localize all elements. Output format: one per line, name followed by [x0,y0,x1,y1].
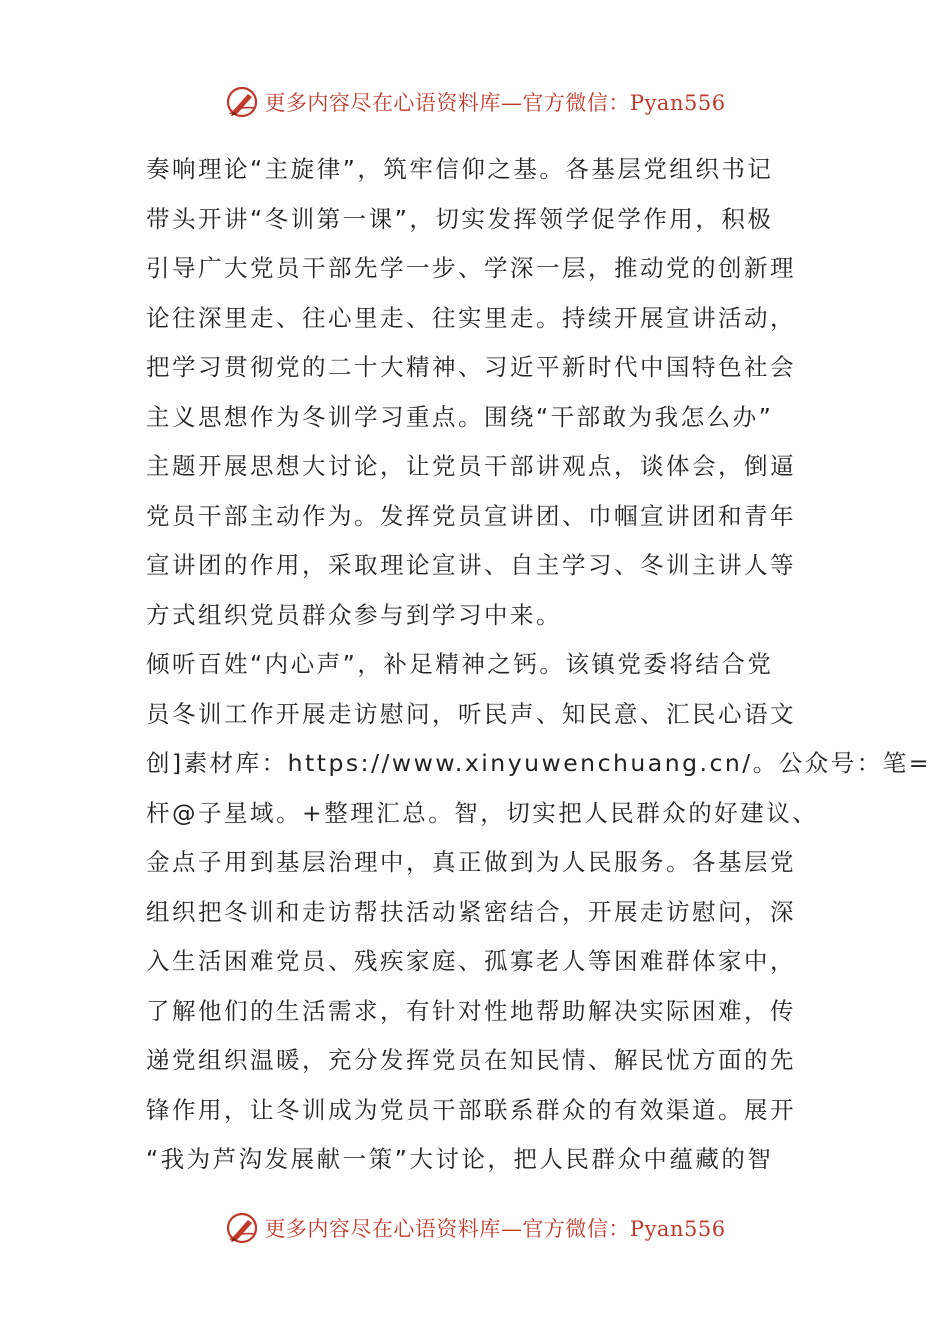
text-line: 主题开展思想大讨论，让党员干部讲观点，谈体会，倒逼 [146,452,796,480]
text-line: 了解他们的生活需求，有针对性地帮助解决实际困难，传 [146,996,796,1025]
text-line: 方式组织党员群众参与到学习中来。 [146,600,562,629]
pen-logo-icon [224,1210,260,1246]
text-line: 组织把冬训和走访帮扶活动紧密结合，开展走访慰问，深 [146,897,796,926]
text-line: 引导广大党员干部先学一步、学深一层，推动党的创新理 [146,254,796,282]
text-line: 奏响理论“主旋律”，筑牢信仰之基。各基层党组织书记 [146,155,774,183]
pen-logo-icon [224,84,260,120]
text-line: 带头开讲“冬训第一课”，切实发挥领学促学作用，积极 [146,204,774,233]
footer-banner [0,1208,950,1248]
header-banner [0,82,950,122]
text-line: “我为芦沟发展献一策”大讨论，把人民群众中蕴藏的智 [146,1145,774,1173]
text-line: 论往深里走、往心里走、往实里走。持续开展宣讲活动， [146,303,796,332]
footer-banner-text: 更多内容尽在心语资料库—官方微信：Pyan556 [264,1217,726,1241]
text-line: 锋作用，让冬训成为党员干部联系群众的有效渠道。展开 [146,1095,796,1124]
text-line: 递党组织温暖，充分发挥党员在知民情、解民忧方面的先 [146,1046,796,1074]
text-line: 员冬训工作开展走访慰问，听民声、知民意、汇民心语文 [146,699,796,728]
document-body [146,145,931,1185]
text-line: 倾听百姓“内心声”，补足精神之钙。该镇党委将结合党 [146,650,774,678]
text-line: 金点子用到基层治理中，真正做到为人民服务。各基层党 [146,848,796,876]
text-line: 把学习贯彻党的二十大精神、习近平新时代中国特色社会 [146,353,796,381]
text-line: 创]素材库：https://www.xinyuwenchuang.cn/。公众号：笔= [146,749,931,777]
text-line: 入生活困难党员、残疾家庭、孤寡老人等困难群体家中， [146,947,796,975]
text-line: 宣讲团的作用，采取理论宣讲、自主学习、冬训主讲人等 [146,551,796,579]
text-line: 杆@子星域。+整理汇总。智，切实把人民群众的好建议、 [146,798,819,827]
header-banner-text: 更多内容尽在心语资料库—官方微信：Pyan556 [264,91,726,115]
text-line: 主义思想作为冬训学习重点。围绕“干部敢为我怎么办” [146,402,774,431]
text-line: 党员干部主动作为。发挥党员宣讲团、巾帼宣讲团和青年 [146,501,796,530]
